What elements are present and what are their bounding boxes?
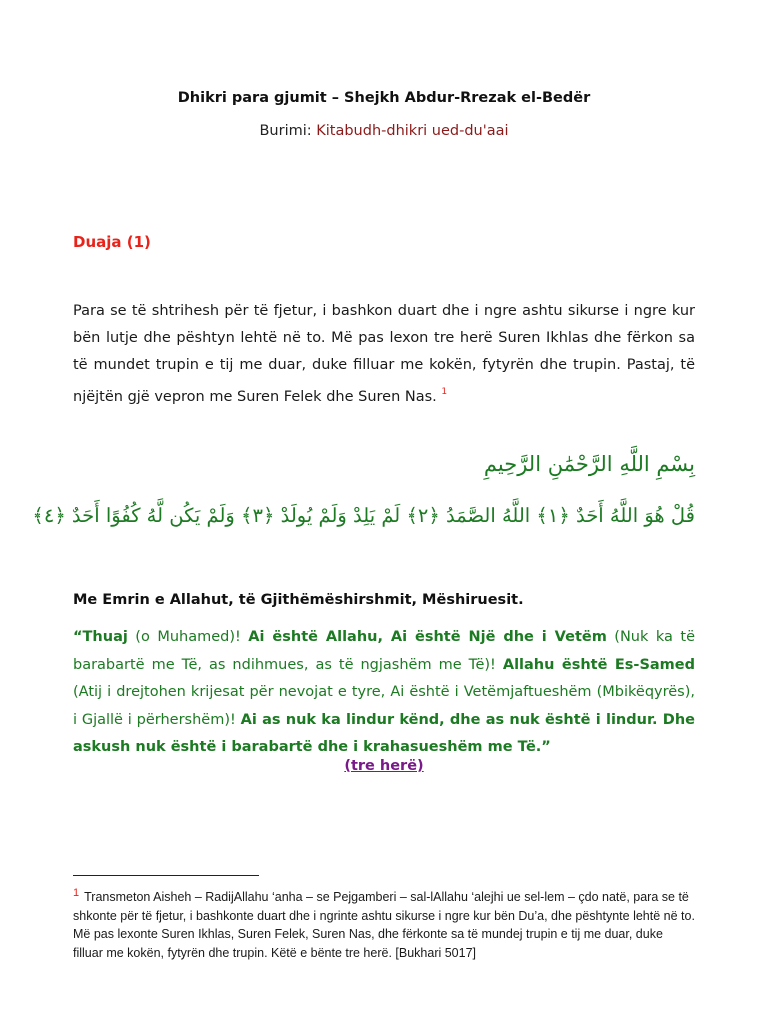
footnote-reference[interactable]: 1 <box>441 387 448 397</box>
source-line <box>0 123 768 139</box>
footnote-text: Transmeton Aisheh – RadijAllahu ‘anha – se Pejgamberi – sal-lAllahu ‘alejhi ue sel-lem – çdo natë, para se të shkonte për të fjetur, i bashkonte duart dhe i ngrinte ashtu sikurse i ngre kur bën Du’a, dhe pështynte lehtë në to. Më pas lexonte Suren Ikhlas, Suren Felek, Suren Nas, dhe fërkonte sa të mundej trupin e tij me duar, duke filluar me kokën, fytyrën dhe trupin. Këtë e bënte tre herë. [Bukhari 5017] <box>73 890 695 960</box>
footnote-divider <box>73 875 259 876</box>
quote-part: “Thuaj <box>73 629 128 645</box>
translation-heading: Me Emrin e Allahut, të Gjithëmëshirshmit, Mëshiruesit. <box>73 592 524 608</box>
footnote-number: 1 <box>73 887 80 899</box>
instruction-text: Para se të shtrihesh për të fjetur, i bashkon duart dhe i ngre ashtu sikurse i ngre kur bën lutje dhe pështyn lehtë në to. Më pas lexon tre herë Suren Ikhlas dhe fërkon sa të mundet trupin e tij me duar, duke filluar me kokën, fytyrën dhe trupin. Pastaj, të njëjtën gjë vepron me Suren Felek dhe Suren Nas. <box>73 303 695 405</box>
section-heading: Duaja (1) <box>73 233 151 251</box>
arabic-basmala: بِسْمِ اللَّهِ الرَّحْمَٰنِ الرَّحِيمِ <box>483 452 695 476</box>
document-title: Dhikri para gjumit – Shejkh Abdur-Rrezak el-Bedër <box>177 90 591 106</box>
quote-part: Ai as nuk ka lindur kënd, dhe as nuk është i lindur. Dhe askush nuk është i barabartë dhe i krahasueshëm me Të.” <box>73 711 695 755</box>
instruction-paragraph <box>73 298 695 411</box>
source-label: Burimi: <box>259 123 317 139</box>
source-link[interactable]: Kitabudh-dhikri ued-du'aai <box>316 123 509 139</box>
repeat-note: (tre herë) <box>344 758 424 774</box>
quote-part: (Atij i drejtohen krijesat për nevojat e tyre, Ai është i Vetëmjaftueshëm (Mbikëqyrës), i Gjallë i përhershëm)! <box>73 684 695 728</box>
quote-part: (Nuk ka të barabartë me Të, as ndihmues, as të ngjashëm me Të)! <box>73 629 695 673</box>
footnote <box>73 884 695 962</box>
quote-part: Allahu është Es-Samed <box>502 656 695 673</box>
arabic-verse: قُلْ هُوَ اللَّهُ أَحَدٌ ﴿١﴾ اللَّهُ الصَّمَدُ ﴿٢﴾ لَمْ يَلِدْ وَلَمْ يُولَدْ ﴿٣﴾ وَلَمْ يَكُن لَّهُ كُفُوًا أَحَدٌ ﴿٤﴾ <box>32 504 695 527</box>
quote-part: Ai është Allahu, Ai është Një dhe i Vetëm <box>248 629 607 645</box>
translation-quote <box>73 624 695 762</box>
quote-part: (o Muhamed)! <box>127 629 249 645</box>
